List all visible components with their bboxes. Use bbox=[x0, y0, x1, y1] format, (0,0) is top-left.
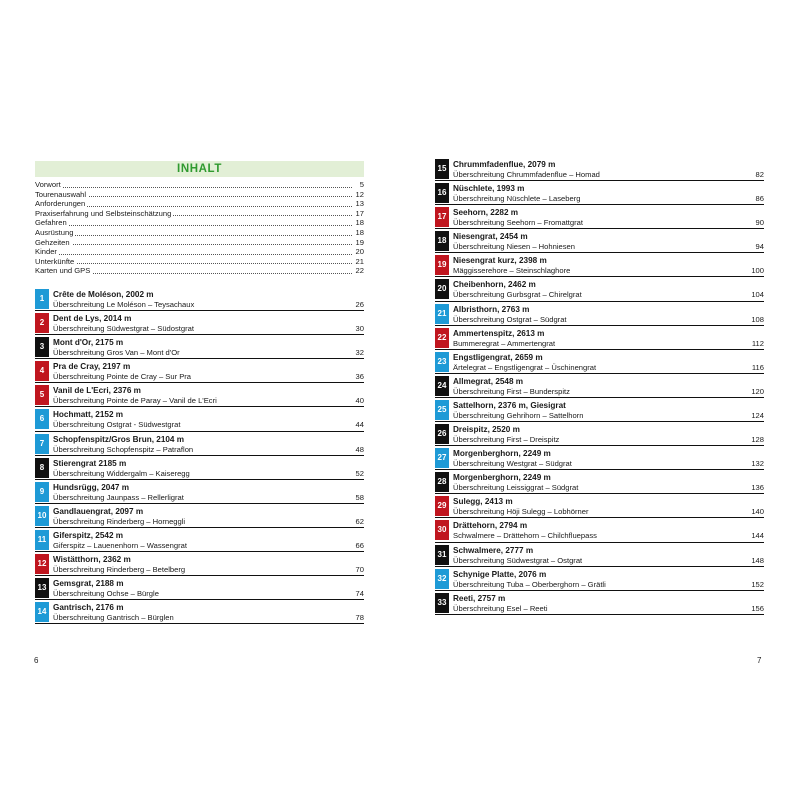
tour-entry bbox=[435, 471, 764, 495]
tour-entry bbox=[435, 592, 764, 616]
tour-number-badge: 5 bbox=[35, 385, 49, 405]
tour-page: 90 bbox=[755, 218, 764, 228]
tour-divider bbox=[35, 334, 364, 335]
tour-divider bbox=[435, 204, 764, 205]
tour-entry bbox=[435, 375, 764, 399]
tour-divider bbox=[35, 599, 364, 600]
toc-entry bbox=[35, 190, 364, 200]
tour-number-badge: 2 bbox=[35, 313, 49, 333]
tour-number-badge: 16 bbox=[435, 183, 449, 203]
leader-dots bbox=[35, 225, 352, 226]
tour-route: Überschreitung Gros Van – Mont d'Or bbox=[53, 348, 180, 358]
tour-number-badge: 30 bbox=[435, 520, 449, 540]
tour-title: Pra de Cray, 2197 m bbox=[53, 362, 131, 372]
tour-entry bbox=[35, 553, 364, 577]
tour-entry bbox=[35, 312, 364, 336]
tour-page: 144 bbox=[751, 531, 764, 541]
tour-divider bbox=[435, 373, 764, 374]
tour-route: Überschreitung Niesen – Hohniesen bbox=[453, 242, 575, 252]
tour-divider bbox=[35, 575, 364, 576]
tour-divider bbox=[435, 276, 764, 277]
tour-number-badge: 11 bbox=[35, 530, 49, 550]
tour-entry bbox=[435, 495, 764, 519]
toc-entry-label: Gehzeiten bbox=[35, 237, 70, 247]
tour-entry bbox=[435, 206, 764, 230]
tour-divider bbox=[435, 566, 764, 567]
tour-number-badge: 33 bbox=[435, 593, 449, 613]
tour-divider bbox=[435, 469, 764, 470]
tour-title: Niesengrat kurz, 2398 m bbox=[453, 256, 547, 266]
tour-route: Überschreitung Ochse – Bürgle bbox=[53, 589, 159, 599]
tour-number-badge: 27 bbox=[435, 448, 449, 468]
tour-entry bbox=[435, 303, 764, 327]
tour-title: Allmegrat, 2548 m bbox=[453, 376, 524, 386]
tour-number-badge: 24 bbox=[435, 376, 449, 396]
tour-number-badge: 31 bbox=[435, 545, 449, 565]
tour-route: Mäggisserehore – Steinschlaghore bbox=[453, 266, 571, 276]
tour-route: Überschreitung Seehorn – Fromattgrat bbox=[453, 218, 584, 228]
tour-page: 36 bbox=[355, 372, 364, 382]
tour-divider bbox=[35, 479, 364, 480]
tour-number-badge: 15 bbox=[435, 159, 449, 179]
toc-entry-page: 5 bbox=[359, 180, 364, 189]
tour-number-badge: 22 bbox=[435, 328, 449, 348]
tour-number-badge: 10 bbox=[35, 506, 49, 526]
tour-route: Überschreitung Leissiggrat – Südgrat bbox=[453, 483, 579, 493]
tour-route: Schwalmere – Drättehorn – Chilchfluepass bbox=[453, 531, 597, 541]
right-page bbox=[400, 0, 800, 800]
tour-route: Überschreitung Le Moléson – Teysachaux bbox=[53, 300, 195, 309]
toc-entry-page: 19 bbox=[355, 237, 364, 247]
tour-page: 116 bbox=[751, 362, 764, 372]
tour-title: Hochmatt, 2152 m bbox=[53, 410, 124, 420]
tour-number-badge: 14 bbox=[35, 602, 49, 622]
tour-entry bbox=[435, 254, 764, 278]
tour-route: Überschreitung Südwestgrat – Ostgrat bbox=[453, 555, 583, 565]
tour-number-badge: 28 bbox=[435, 472, 449, 492]
tour-divider bbox=[435, 349, 764, 350]
tour-divider bbox=[35, 406, 364, 407]
tour-title: Dreispitz, 2520 m bbox=[453, 425, 520, 435]
tour-title: Seehorn, 2282 m bbox=[453, 208, 519, 218]
tour-title: Morgenberghorn, 2249 m bbox=[453, 449, 551, 459]
tour-number-badge: 21 bbox=[435, 304, 449, 324]
tour-entry bbox=[35, 577, 364, 601]
tour-entry bbox=[35, 384, 364, 408]
tour-entry bbox=[435, 447, 764, 471]
tour-route: Überschreitung Schopfenspitz – Patraflon bbox=[53, 444, 194, 454]
toc-entry-page: 18 bbox=[355, 218, 364, 228]
leader-dots bbox=[35, 263, 352, 264]
tour-title: Morgenberghorn, 2249 m bbox=[453, 473, 551, 483]
tour-page: 120 bbox=[751, 386, 764, 396]
tour-entry bbox=[435, 423, 764, 447]
tour-title: Drättehorn, 2794 m bbox=[453, 521, 528, 531]
toc-entry-label: Anforderungen bbox=[35, 199, 86, 209]
tour-entry bbox=[435, 544, 764, 568]
tour-divider bbox=[435, 421, 764, 422]
tour-divider bbox=[35, 382, 364, 383]
toc-entry-page: 13 bbox=[355, 199, 364, 209]
toc-entry-page: 17 bbox=[355, 208, 364, 218]
tour-number-badge: 32 bbox=[435, 569, 449, 589]
toc-entry bbox=[35, 218, 364, 228]
leader-dots bbox=[35, 235, 352, 236]
tour-title: Crête de Moléson, 2002 m bbox=[53, 290, 154, 299]
tour-title: Gandlauengrat, 2097 m bbox=[53, 506, 144, 516]
tour-title: Albristhorn, 2763 m bbox=[453, 304, 530, 314]
tour-entry bbox=[35, 529, 364, 553]
tour-page: 132 bbox=[751, 459, 764, 469]
tour-entry bbox=[35, 433, 364, 457]
tour-divider bbox=[435, 301, 764, 302]
tour-entry bbox=[435, 519, 764, 543]
toc-entry-label: Karten und GPS bbox=[35, 266, 91, 276]
tour-title: Schopfenspitz/Gros Brun, 2104 m bbox=[53, 434, 185, 444]
tour-route: Überschreitung Widdergalm – Kaiseregg bbox=[53, 468, 190, 478]
tour-title: Schwalmere, 2777 m bbox=[453, 545, 534, 555]
toc-entry-page: 22 bbox=[355, 266, 364, 276]
tour-page: 74 bbox=[355, 589, 364, 599]
tour-route: Überschreitung Ostgrat – Südgrat bbox=[453, 314, 567, 324]
tour-divider bbox=[435, 614, 764, 615]
tour-number-badge: 4 bbox=[35, 361, 49, 381]
toc-entry-label: Vorwort bbox=[35, 180, 61, 189]
tour-number-badge: 19 bbox=[435, 255, 449, 275]
tour-page: 152 bbox=[751, 579, 764, 589]
tour-route: Überschreitung Gehrihorn – Sattelhorn bbox=[453, 410, 584, 420]
tour-divider bbox=[435, 325, 764, 326]
tour-title: Mont d'Or, 2175 m bbox=[53, 338, 124, 348]
tour-page: 86 bbox=[755, 194, 764, 204]
tour-title: Niesengrat, 2454 m bbox=[453, 232, 528, 242]
tour-page: 62 bbox=[355, 516, 364, 526]
tour-divider bbox=[435, 252, 764, 253]
tour-title: Sulegg, 2413 m bbox=[453, 497, 513, 507]
tour-entry bbox=[435, 158, 764, 182]
tour-title: Engstligengrat, 2659 m bbox=[453, 352, 543, 362]
tour-page: 140 bbox=[751, 507, 764, 517]
tour-divider bbox=[35, 503, 364, 504]
tour-number-badge: 23 bbox=[435, 352, 449, 372]
tour-title: Giferspitz, 2542 m bbox=[53, 530, 124, 540]
tour-number-badge: 3 bbox=[35, 337, 49, 357]
tour-entry bbox=[35, 457, 364, 481]
tour-route: Bummeregrat – Ammertengrat bbox=[453, 338, 556, 348]
tour-divider bbox=[435, 228, 764, 229]
tour-page: 48 bbox=[355, 444, 364, 454]
tour-number-badge: 8 bbox=[35, 458, 49, 478]
tour-route: Überschreitung Pointe de Paray – Vanil de L'Ecri bbox=[53, 396, 217, 406]
toc-entry bbox=[35, 238, 364, 248]
tour-route: Überschreitung Pointe de Cray – Sur Pra bbox=[53, 372, 192, 382]
tour-entry bbox=[435, 399, 764, 423]
tour-number-badge: 6 bbox=[35, 409, 49, 429]
tour-route: Überschreitung Jaunpass – Rellerligrat bbox=[53, 492, 184, 502]
tour-number-badge: 25 bbox=[435, 400, 449, 420]
tour-divider bbox=[35, 358, 364, 359]
tour-number-badge: 20 bbox=[435, 279, 449, 299]
toc-entry-page: 18 bbox=[355, 227, 364, 237]
tour-page: 52 bbox=[355, 468, 364, 478]
tour-page: 112 bbox=[751, 338, 764, 348]
tour-title: Cheibenhorn, 2462 m bbox=[453, 280, 536, 290]
toc-entry bbox=[35, 247, 364, 257]
toc-entry-page: 12 bbox=[355, 189, 364, 199]
toc-entry-label: Praxiserfahrung und Selbsteinschätzung bbox=[35, 208, 172, 218]
tour-route: Überschreitung Chrummfadenflue – Homad bbox=[453, 170, 600, 179]
tour-entry bbox=[35, 601, 364, 625]
tour-page: 136 bbox=[751, 483, 764, 493]
tour-entry bbox=[435, 351, 764, 375]
tour-list-right bbox=[435, 158, 764, 616]
toc-entry-page: 20 bbox=[355, 247, 364, 257]
tour-title: Gantrisch, 2176 m bbox=[53, 603, 124, 613]
tour-divider bbox=[435, 542, 764, 543]
page-number-left: 6 bbox=[34, 656, 39, 665]
tour-title: Wistätthorn, 2362 m bbox=[53, 555, 131, 565]
tour-divider bbox=[35, 527, 364, 528]
tour-route: Überschreitung Gantrisch – Bürglen bbox=[53, 613, 174, 623]
tour-page: 148 bbox=[751, 555, 764, 565]
tour-title: Sattelhorn, 2376 m, Giesigrat bbox=[453, 400, 566, 410]
toc-entry bbox=[35, 199, 364, 209]
tour-number-badge: 12 bbox=[35, 554, 49, 574]
tour-page: 78 bbox=[355, 613, 364, 623]
tour-number-badge: 9 bbox=[35, 482, 49, 502]
tour-number-badge: 26 bbox=[435, 424, 449, 444]
tour-entry bbox=[35, 360, 364, 384]
tour-entry bbox=[435, 278, 764, 302]
tour-route: Überschreitung First – Dreispitz bbox=[453, 435, 560, 445]
tour-divider bbox=[435, 397, 764, 398]
tour-page: 70 bbox=[355, 565, 364, 575]
toc-entry-label: Ausrüstung bbox=[35, 227, 74, 237]
page-number-right: 7 bbox=[757, 656, 762, 665]
tour-title: Ammertenspitz, 2613 m bbox=[453, 328, 545, 338]
tour-route: Ärtelegrat – Engstligengrat – Üschinengrat bbox=[453, 362, 597, 372]
tour-entry bbox=[35, 481, 364, 505]
tour-title: Vanil de L'Ecri, 2376 m bbox=[53, 386, 141, 396]
tour-title: Hundsrügg, 2047 m bbox=[53, 482, 129, 492]
tour-divider bbox=[435, 445, 764, 446]
tour-page: 66 bbox=[355, 540, 364, 550]
tour-number-badge: 13 bbox=[35, 578, 49, 598]
tour-route: Überschreitung Rinderberg – Horneggli bbox=[53, 516, 186, 526]
toc-entry-label: Kinder bbox=[35, 247, 57, 257]
tour-entry bbox=[35, 336, 364, 360]
tour-route: Überschreitung Westgrat – Südgrat bbox=[453, 459, 572, 469]
tour-divider bbox=[35, 623, 364, 624]
toc-entry-label: Unterkünfte bbox=[35, 256, 75, 266]
tour-list-left bbox=[35, 288, 364, 625]
toc-heading: INHALT bbox=[35, 161, 364, 177]
tour-page: 32 bbox=[355, 348, 364, 358]
tour-page: 30 bbox=[355, 324, 364, 334]
tour-title: Gemsgrat, 2188 m bbox=[53, 579, 124, 589]
toc-entry-label: Gefahren bbox=[35, 218, 67, 228]
tour-route: Überschreitung Tuba – Oberberghorn – Grätli bbox=[453, 579, 606, 589]
tour-page: 44 bbox=[355, 420, 364, 430]
tour-entry bbox=[35, 505, 364, 529]
toc-entry-page: 21 bbox=[355, 256, 364, 266]
tour-title: Stierengrat 2185 m bbox=[53, 458, 127, 468]
tour-route: Überschreitung Esel – Reeti bbox=[453, 603, 548, 613]
tour-divider bbox=[435, 180, 764, 181]
tour-entry bbox=[35, 288, 364, 312]
tour-title: Dent de Lys, 2014 m bbox=[53, 314, 132, 324]
tour-divider bbox=[435, 517, 764, 518]
tour-divider bbox=[435, 590, 764, 591]
tour-title: Chrummfadenflue, 2079 m bbox=[453, 160, 556, 169]
tour-route: Überschreitung Höji Sulegg – Lobhörner bbox=[453, 507, 589, 517]
tour-page: 100 bbox=[751, 266, 764, 276]
tour-divider bbox=[35, 431, 364, 432]
tour-route: Überschreitung Südwestgrat – Südostgrat bbox=[53, 324, 194, 334]
toc-entry bbox=[35, 228, 364, 238]
tour-page: 124 bbox=[751, 410, 764, 420]
tour-divider bbox=[435, 493, 764, 494]
tour-page: 94 bbox=[755, 242, 764, 252]
tour-title: Reeti, 2757 m bbox=[453, 593, 506, 603]
tour-route: Überschreitung Gurbsgrat – Chirelgrat bbox=[453, 290, 582, 300]
tour-divider bbox=[35, 455, 364, 456]
tour-number-badge: 18 bbox=[435, 231, 449, 251]
tour-page: 156 bbox=[751, 603, 764, 613]
tour-page: 82 bbox=[755, 170, 764, 179]
leader-dots bbox=[35, 254, 352, 255]
toc-list bbox=[35, 180, 364, 276]
tour-title: Schynige Platte, 2076 m bbox=[453, 569, 547, 579]
toc-entry bbox=[35, 209, 364, 219]
tour-divider bbox=[35, 551, 364, 552]
leader-dots bbox=[35, 187, 352, 188]
tour-page: 108 bbox=[751, 314, 764, 324]
tour-page: 40 bbox=[355, 396, 364, 406]
tour-title: Nüschlete, 1993 m bbox=[453, 184, 525, 194]
tour-number-badge: 29 bbox=[435, 496, 449, 516]
leader-dots bbox=[35, 244, 352, 245]
tour-entry bbox=[435, 182, 764, 206]
tour-number-badge: 17 bbox=[435, 207, 449, 227]
tour-entry bbox=[435, 230, 764, 254]
tour-page: 58 bbox=[355, 492, 364, 502]
tour-entry bbox=[35, 408, 364, 432]
tour-route: Giferspitz – Lauenenhorn – Wassengrat bbox=[53, 540, 187, 550]
toc-entry bbox=[35, 266, 364, 276]
tour-page: 104 bbox=[751, 290, 764, 300]
tour-page: 26 bbox=[355, 300, 364, 309]
toc-entry bbox=[35, 257, 364, 267]
tour-route: Überschreitung Nüschlete – Laseberg bbox=[453, 194, 581, 204]
tour-divider bbox=[35, 310, 364, 311]
tour-number-badge: 7 bbox=[35, 434, 49, 454]
tour-entry bbox=[435, 568, 764, 592]
toc-entry bbox=[35, 180, 364, 190]
tour-number-badge: 1 bbox=[35, 289, 49, 309]
toc-entry-label: Tourenauswahl bbox=[35, 189, 87, 199]
tour-entry bbox=[435, 327, 764, 351]
tour-route: Überschreitung First – Bunderspitz bbox=[453, 386, 570, 396]
tour-page: 128 bbox=[751, 435, 764, 445]
tour-route: Überschreitung Ostgrat - Südwestgrat bbox=[53, 420, 181, 430]
tour-route: Überschreitung Rinderberg – Betelberg bbox=[53, 565, 186, 575]
